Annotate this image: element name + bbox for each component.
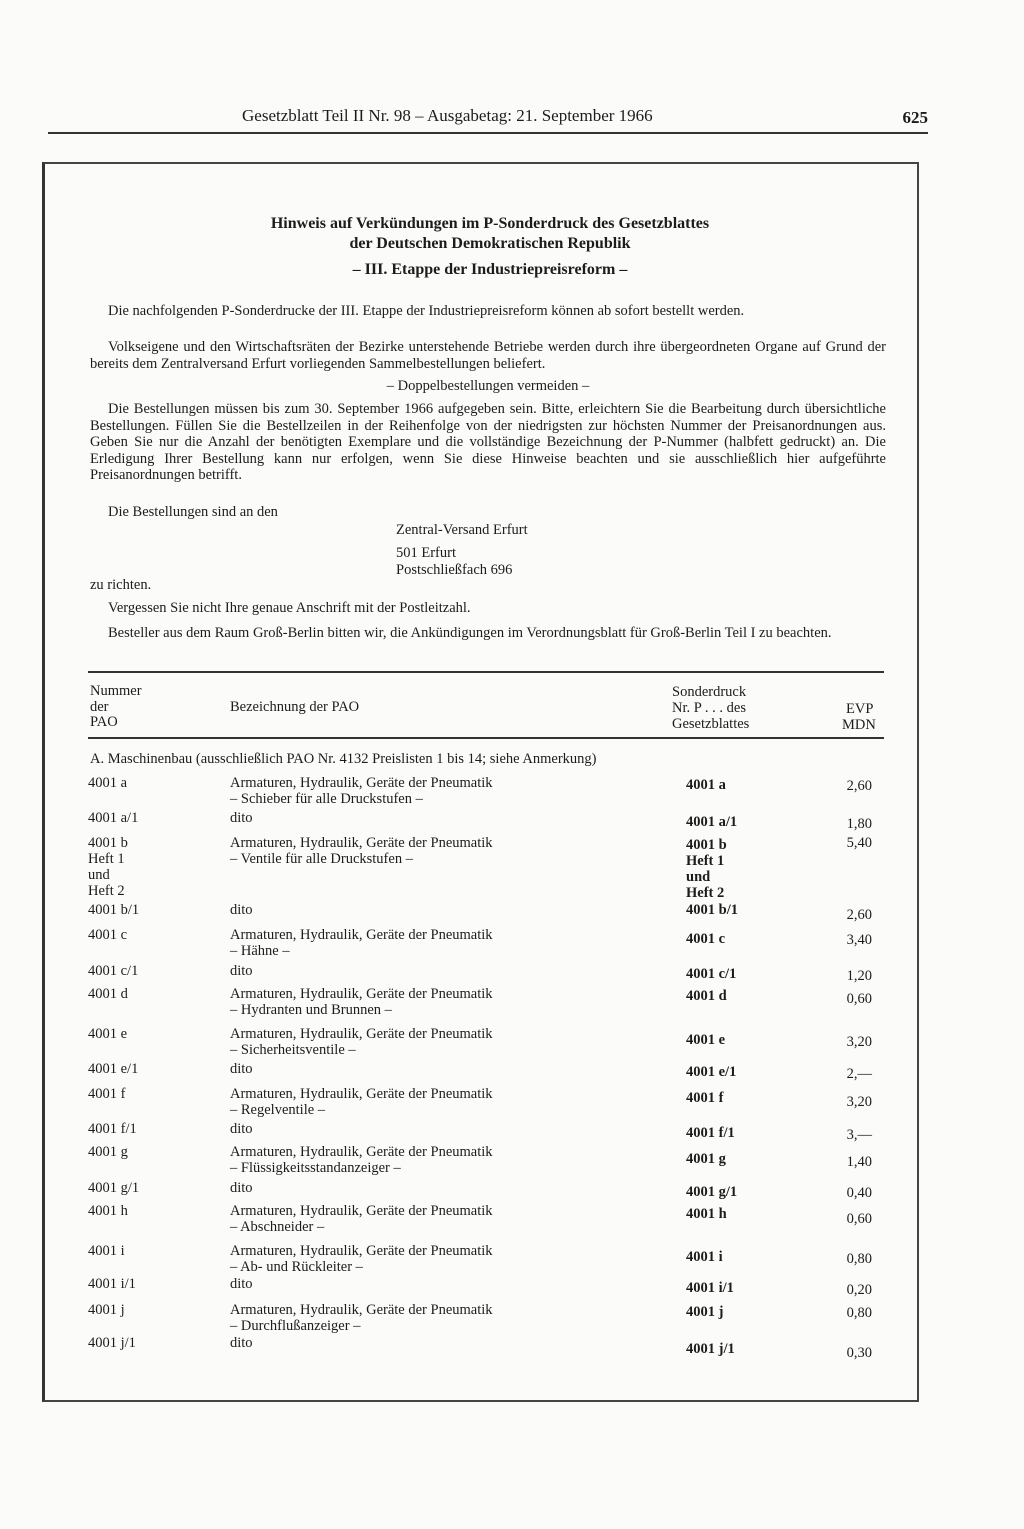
notice-title-line1: Hinweis auf Verkündungen im P-Sonderdruck des Gesetzblattes <box>270 215 710 232</box>
header-title: Gesetzblatt Teil II Nr. 98 – Ausgabetag: 21. September 1966 <box>242 106 653 125</box>
header-print-line3: Gesetzblattes <box>672 716 750 732</box>
pao-designation-main: dito <box>230 1121 253 1137</box>
pao-designation-main: Armaturen, Hydraulik, Geräte der Pneumatik <box>230 835 493 851</box>
address-line3: Postschließfach 696 <box>396 562 513 578</box>
price-mdn: 2,60 <box>846 778 872 794</box>
paragraph-berlin: Besteller aus dem Raum Groß-Berlin bitten wir, die Ankündigungen im Verordnungsblatt für Groß-Berlin Teil I zu beachten. <box>108 625 832 641</box>
pao-number: 4001 g <box>88 1144 128 1160</box>
pao-designation <box>230 1203 660 1235</box>
pao-number: 4001 h <box>88 1203 128 1219</box>
price-mdn: 0,30 <box>846 1345 872 1361</box>
pao-designation-main: Armaturen, Hydraulik, Geräte der Pneumatik <box>230 927 493 943</box>
pao-designation-sub: – Hydranten und Brunnen – <box>230 1002 392 1018</box>
pao-designation <box>230 1026 660 1058</box>
paragraph-send-to-end: zu richten. <box>90 577 152 593</box>
pao-designation-main: dito <box>230 963 253 979</box>
pao-designation <box>230 775 660 807</box>
special-print-number: 4001 a <box>686 777 726 793</box>
page-number: 625 <box>902 108 928 127</box>
pao-designation-sub: – Flüssigkeitsstandanzeiger – <box>230 1160 401 1176</box>
pao-designation-main: Armaturen, Hydraulik, Geräte der Pneumatik <box>230 1026 493 1042</box>
paragraph-send-to: Die Bestellungen sind an den <box>108 504 278 520</box>
price-mdn: 2,60 <box>846 907 872 923</box>
pao-number: 4001 a/1 <box>88 810 139 826</box>
pao-number: 4001 d <box>88 986 128 1002</box>
pao-designation-main: dito <box>230 1180 253 1196</box>
paragraph-bulk-orders: Volkseigene und den Wirtschaftsräten der Bezirke unterstehende Betriebe werden durch ihre übergeordneten Organe auf Grund der bereits dem Zentralversand Erfurt vorliegenden Sammelbestellungen beliefert. <box>90 339 886 372</box>
pao-designation-main: dito <box>230 1061 253 1077</box>
price-mdn: 0,60 <box>846 1211 872 1227</box>
price-mdn: 5,40 <box>846 835 872 851</box>
special-print-number: 4001 b/1 <box>686 902 738 918</box>
price-mdn: 0,80 <box>846 1251 872 1267</box>
price-mdn: 3,20 <box>846 1094 872 1110</box>
pao-designation <box>230 810 660 826</box>
special-print-number: 4001 g/1 <box>686 1184 738 1200</box>
header-print-line1: Sonderdruck <box>672 684 747 700</box>
table-header-rule <box>88 737 884 739</box>
header-divider <box>48 132 928 134</box>
pao-designation <box>230 1121 660 1137</box>
pao-designation-main: dito <box>230 1276 253 1292</box>
pao-designation <box>230 927 660 959</box>
pao-designation-main: dito <box>230 902 253 918</box>
price-mdn: 1,20 <box>846 968 872 984</box>
special-print-number: 4001 h <box>686 1206 727 1222</box>
special-print-number: 4001 d <box>686 988 727 1004</box>
pao-designation <box>230 1061 660 1077</box>
price-mdn: 2,— <box>846 1066 872 1082</box>
pao-number: 4001 e <box>88 1026 128 1042</box>
pao-designation <box>230 1086 660 1118</box>
pao-designation-sub: – Abschneider – <box>230 1219 325 1235</box>
special-print-number: 4001 a/1 <box>686 814 738 830</box>
pao-designation-main: Armaturen, Hydraulik, Geräte der Pneumatik <box>230 1086 493 1102</box>
pao-designation-main: Armaturen, Hydraulik, Geräte der Pneumatik <box>230 1144 493 1160</box>
special-print-number: 4001 f/1 <box>686 1125 735 1141</box>
pao-designation-main: Armaturen, Hydraulik, Geräte der Pneumatik <box>230 1302 493 1318</box>
paragraph-deadline: Die Bestellungen müssen bis zum 30. September 1966 aufgegeben sein. Bitte, erleichtern Sie die Bearbeitung durch übersichtliche Bestellungen. Füllen Sie die Bestellzeilen in der Reihenfolge von der niedrigsten zur höchsten Nummer der Preisanordnungen aus. Geben Sie nur die Anzahl der benötigten Exemplare und die vollständige Bezeichnung der P-Nummer (halbfett gedruckt) an. Die Erledigung Ihrer Bestellung kann nur erfolgen, wenn Sie diese Hinweise beachten und sie ausschließlich hier aufgeführte Preisanordnungen betrifft. <box>90 401 886 483</box>
pao-designation-main: dito <box>230 810 253 826</box>
notice-title-line2: der Deutschen Demokratischen Republik <box>349 235 631 252</box>
pao-designation-main: dito <box>230 1335 253 1351</box>
pao-number: 4001 f/1 <box>88 1121 137 1137</box>
address-line2: 501 Erfurt <box>396 545 456 561</box>
pao-designation-sub: – Durchflußanzeiger – <box>230 1318 361 1334</box>
pao-number: 4001 e/1 <box>88 1061 139 1077</box>
pao-designation <box>230 963 660 979</box>
price-mdn: 3,40 <box>846 932 872 948</box>
pao-number: 4001 i/1 <box>88 1276 136 1292</box>
pao-designation-sub: – Schieber für alle Druckstufen – <box>230 791 423 807</box>
special-print-number: 4001 e <box>686 1032 726 1048</box>
price-mdn: 0,60 <box>846 991 872 1007</box>
header-price-line2: MDN <box>842 717 876 733</box>
price-mdn: 0,80 <box>846 1305 872 1321</box>
special-print-number: 4001 c <box>686 931 726 947</box>
special-print-number: 4001 j <box>686 1304 724 1320</box>
special-print-number: 4001 g <box>686 1151 726 1167</box>
pao-designation-main: Armaturen, Hydraulik, Geräte der Pneumatik <box>230 775 493 791</box>
address-line1: Zentral-Versand Erfurt <box>396 522 528 538</box>
section-heading: A. Maschinenbau (ausschließlich PAO Nr. 4132 Preislisten 1 bis 14; siehe Anmerkung) <box>90 751 597 767</box>
price-mdn: 0,40 <box>846 1185 872 1201</box>
header-designation: Bezeichnung der PAO <box>230 699 360 715</box>
pao-number: 4001 b/1 <box>88 902 140 918</box>
pao-number: 4001 a <box>88 775 128 791</box>
pao-number: 4001 i <box>88 1243 125 1259</box>
special-print-number: 4001 i <box>686 1249 723 1265</box>
price-mdn: 0,20 <box>846 1282 872 1298</box>
special-print-number: 4001 f <box>686 1090 724 1106</box>
paragraph-intro: Die nachfolgenden P-Sonderdrucke der III. Etappe der Industriepreisreform können ab sofort bestellt werden. <box>108 303 745 319</box>
pao-number: 4001 f <box>88 1086 126 1102</box>
header-number-line1: Nummer <box>90 683 142 699</box>
price-mdn: 3,— <box>846 1127 872 1143</box>
special-print-number: 4001 i/1 <box>686 1280 734 1296</box>
header-print-line2: Nr. P . . . des <box>672 700 746 716</box>
pao-designation-sub: – Regelventile – <box>230 1102 326 1118</box>
header-number-line2: der <box>90 699 109 715</box>
pao-designation <box>230 1243 660 1275</box>
paragraph-no-double-orders: – Doppelbestellungen vermeiden – <box>386 378 590 394</box>
pao-designation <box>230 986 660 1018</box>
pao-designation <box>230 1302 660 1334</box>
pao-number: 4001 j <box>88 1302 125 1318</box>
special-print-number: 4001 j/1 <box>686 1341 735 1357</box>
header-number-line3: PAO <box>90 714 118 730</box>
pao-number: 4001 c <box>88 927 128 943</box>
pao-designation-sub: – Hähne – <box>230 943 290 959</box>
pao-designation-main: Armaturen, Hydraulik, Geräte der Pneumatik <box>230 1243 493 1259</box>
pao-number: 4001 c/1 <box>88 963 139 979</box>
pao-number: 4001 g/1 <box>88 1180 140 1196</box>
pao-number: 4001 b Heft 1 und Heft 2 <box>88 835 128 899</box>
pao-designation-main: Armaturen, Hydraulik, Geräte der Pneumatik <box>230 986 493 1002</box>
special-print-number: 4001 c/1 <box>686 966 737 982</box>
price-mdn: 1,40 <box>846 1154 872 1170</box>
pao-designation <box>230 902 660 918</box>
pao-designation <box>230 835 660 867</box>
notice-title-line3: – III. Etappe der Industriepreisreform – <box>352 261 628 278</box>
pao-number: 4001 j/1 <box>88 1335 136 1351</box>
pao-designation <box>230 1144 660 1176</box>
price-mdn: 1,80 <box>846 816 872 832</box>
special-print-number: 4001 b Heft 1 und Heft 2 <box>686 837 727 901</box>
pao-designation <box>230 1276 660 1292</box>
table-top-rule <box>88 671 884 673</box>
price-mdn: 3,20 <box>846 1034 872 1050</box>
paragraph-postal-code: Vergessen Sie nicht Ihre genaue Anschrift mit der Postleitzahl. <box>108 600 471 616</box>
pao-designation <box>230 1335 660 1351</box>
special-print-number: 4001 e/1 <box>686 1064 737 1080</box>
pao-designation-sub: – Sicherheitsventile – <box>230 1042 356 1058</box>
pao-designation-main: Armaturen, Hydraulik, Geräte der Pneumatik <box>230 1203 493 1219</box>
pao-designation <box>230 1180 660 1196</box>
header-price-line1: EVP <box>846 701 874 717</box>
pao-designation-sub: – Ventile für alle Druckstufen – <box>230 851 413 867</box>
page-header <box>48 102 928 128</box>
pao-designation-sub: – Ab- und Rückleiter – <box>230 1259 363 1275</box>
